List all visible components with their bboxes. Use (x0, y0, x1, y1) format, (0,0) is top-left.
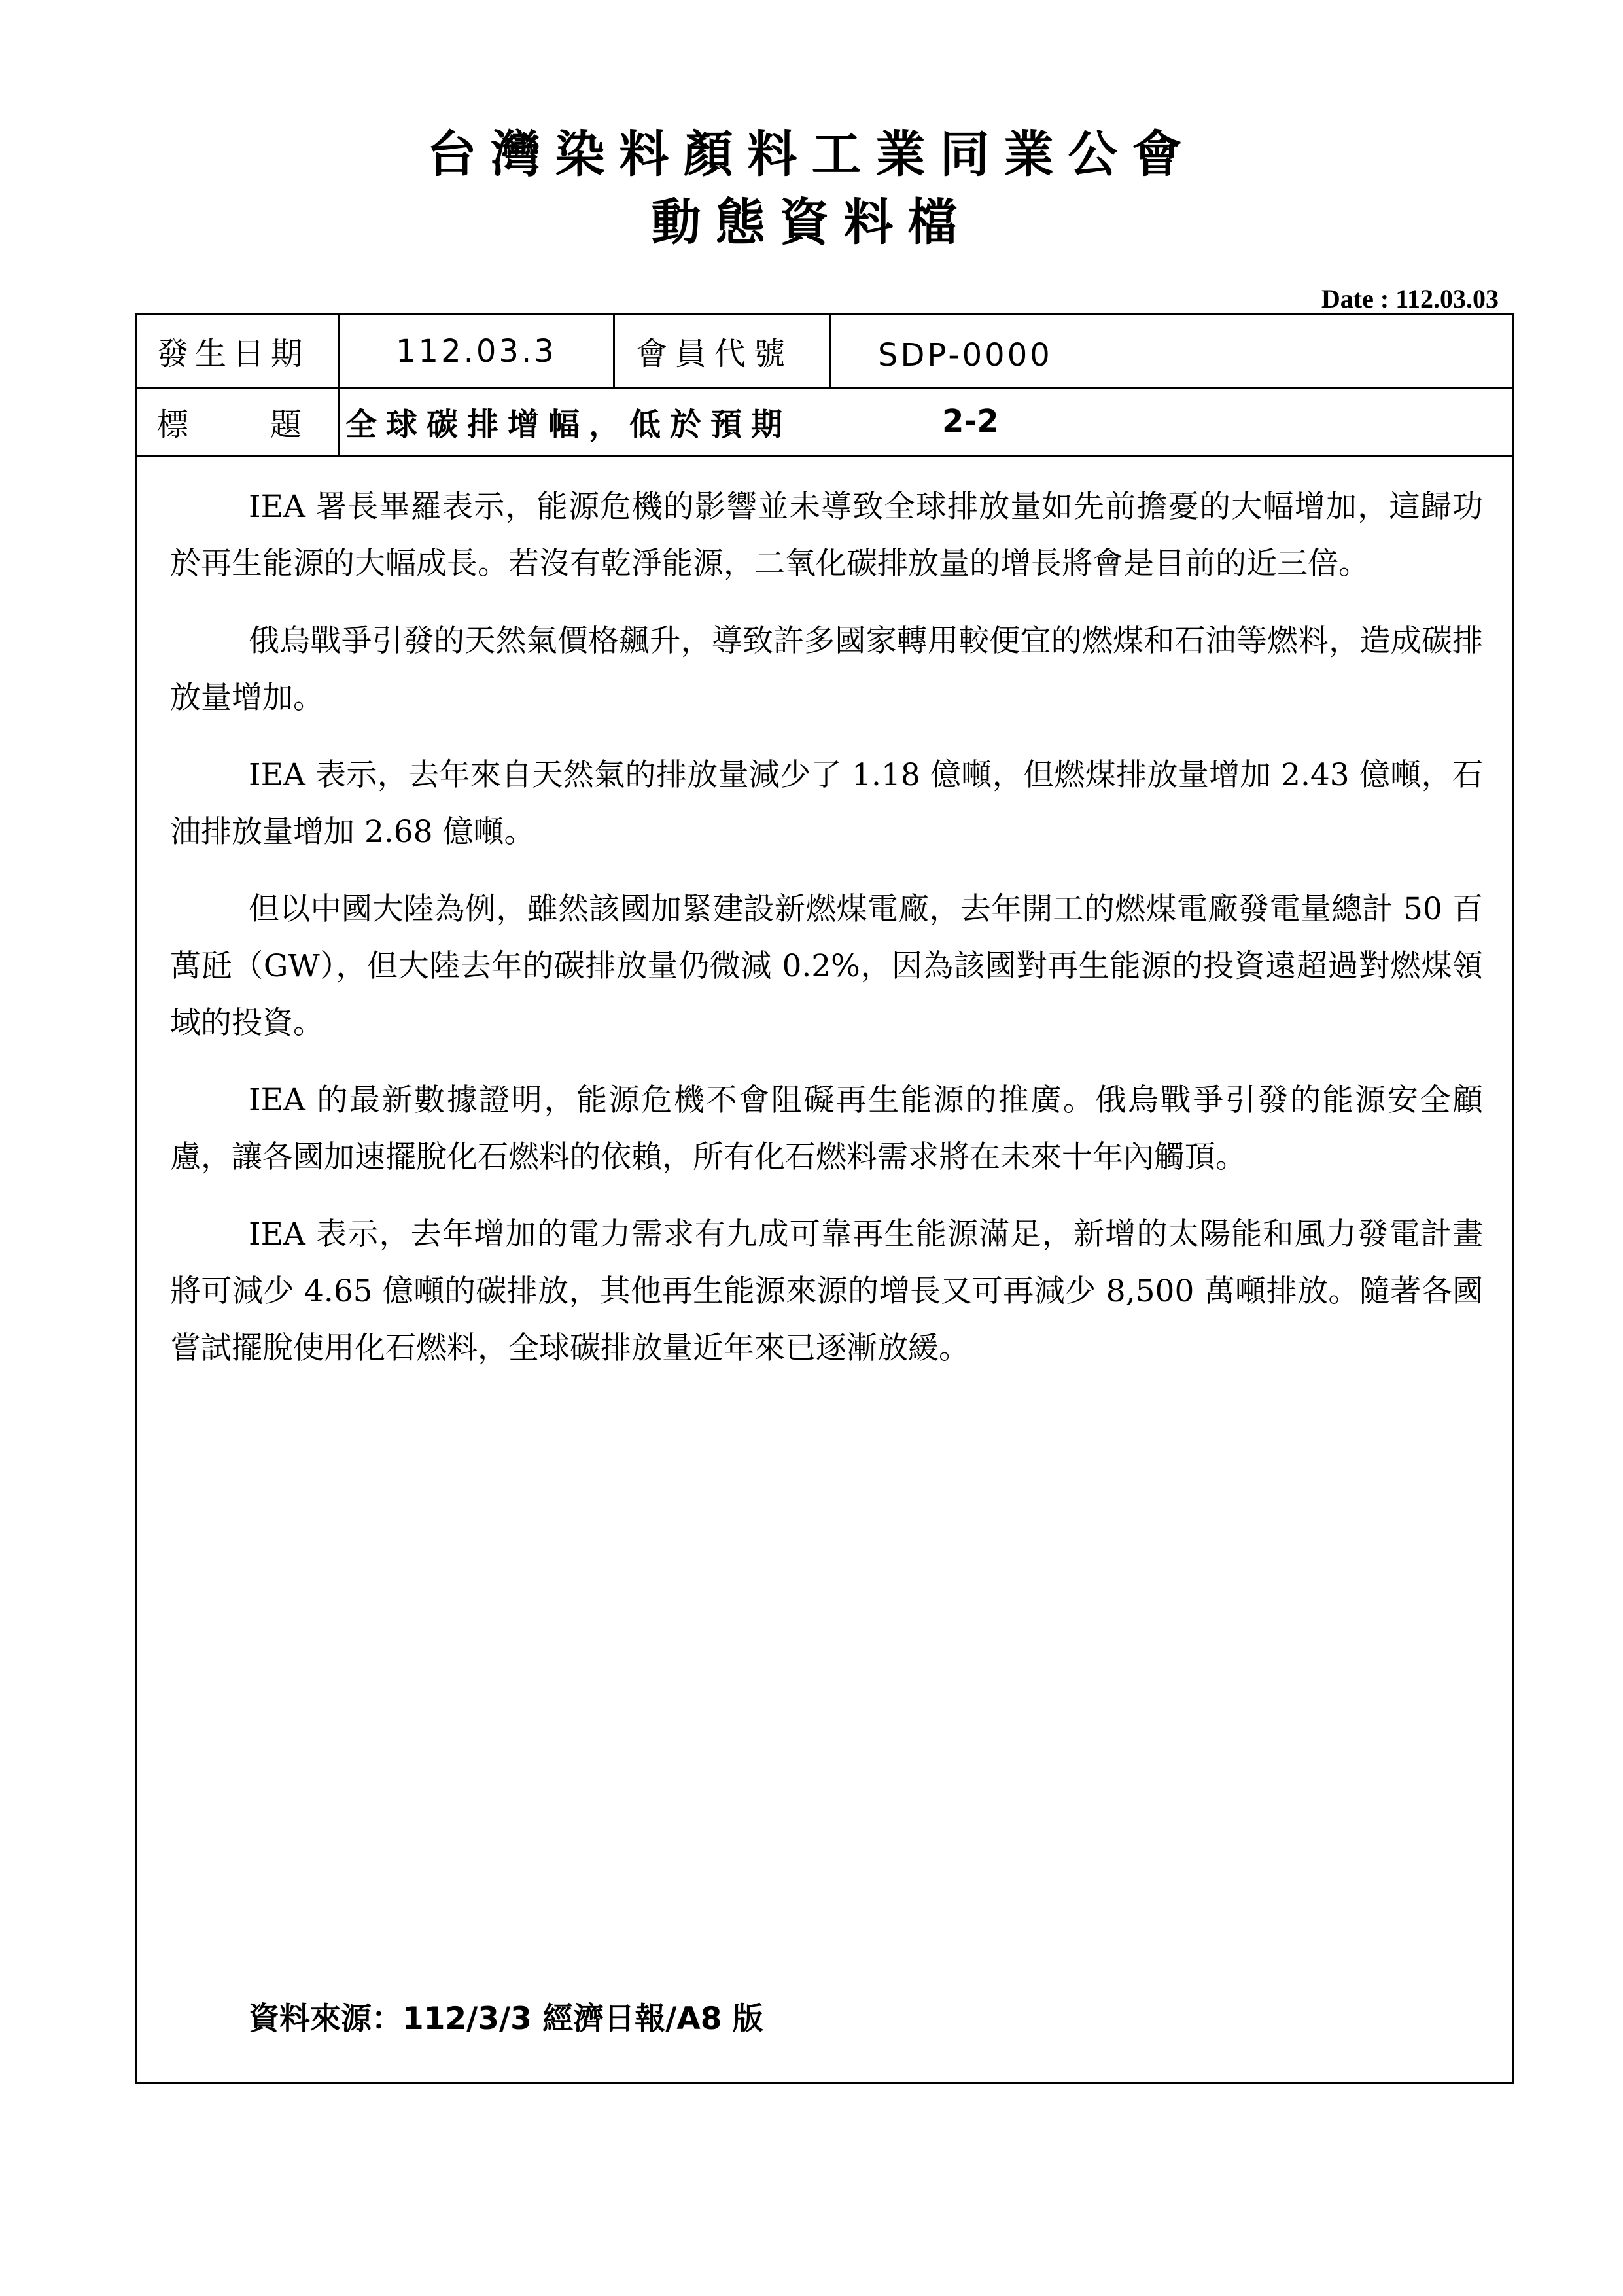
article-paragraph: IEA 署長畢羅表示，能源危機的影響並未導致全球排放量如先前擔憂的大幅增加，這歸功於再生能源的大幅成長。若沒有乾淨能源，二氧化碳排放量的增長將會是目前的近三倍。 (170, 489, 1483, 582)
article-paragraph: IEA 的最新數據證明，能源危機不會阻礙再生能源的推廣。俄烏戰爭引發的能源安全顧慮，讓各國加速擺脫化石燃料的依賴，所有化石燃料需求將在未來十年內觸頂。 (170, 1082, 1483, 1175)
member-code-value: SDP-0000 (878, 336, 1053, 374)
date-label: 發生日期 (157, 336, 309, 372)
column-divider (338, 315, 340, 387)
column-divider (613, 315, 615, 387)
document-frame (135, 313, 1514, 2084)
header-row-divider (137, 387, 1512, 389)
article-paragraph: IEA 表示，去年增加的電力需求有九成可靠再生能源滿足，新增的太陽能和風力發電計畫將可減少 4.65 億噸的碳排放，其他再生能源來源的增長又可再減少 8,500 萬噸排放。隨著各國嘗試擺脫使用化石燃料，全球碳排放量近年來已逐漸放緩。 (170, 1216, 1483, 1366)
subject-label-2: 題 (270, 406, 302, 443)
document-date: Date : 112.03.03 (1321, 284, 1499, 313)
subject-label-1: 標 (157, 406, 189, 443)
column-divider (338, 387, 340, 455)
article-paragraph: 俄烏戰爭引發的天然氣價格飆升，導致許多國家轉用較便宜的燃煤和石油等燃料，造成碳排放量增加。 (170, 623, 1483, 716)
article-paragraph: 但以中國大陸為例，雖然該國加緊建設新燃煤電廠，去年開工的燃煤電廠發電量總計 50 百萬瓩（GW），但大陸去年的碳排放量仍微減 0.2%，因為該國對再生能源的投資遠超過對燃煤領域的投資。 (170, 891, 1483, 1041)
subject-value: 全球碳排增幅，低於預期 (345, 406, 792, 443)
document-title: 台灣染料顏料工業同業公會 (427, 125, 1196, 183)
column-divider (829, 315, 831, 387)
header-bottom-divider (137, 455, 1512, 457)
article-paragraph: IEA 表示，去年來自天然氣的排放量減少了 1.18 億噸，但燃煤排放量增加 2.43 億噸，石油排放量增加 2.68 億噸。 (170, 757, 1483, 850)
date-value: 112.03.3 (396, 332, 557, 370)
member-code-label: 會員代號 (636, 336, 794, 372)
source-citation: 資料來源：112/3/3 經濟日報/A8 版 (249, 2001, 763, 2037)
page-number: 2-2 (942, 403, 999, 440)
document-subtitle: 動態資料檔 (651, 193, 972, 251)
article-body (170, 478, 1483, 1397)
